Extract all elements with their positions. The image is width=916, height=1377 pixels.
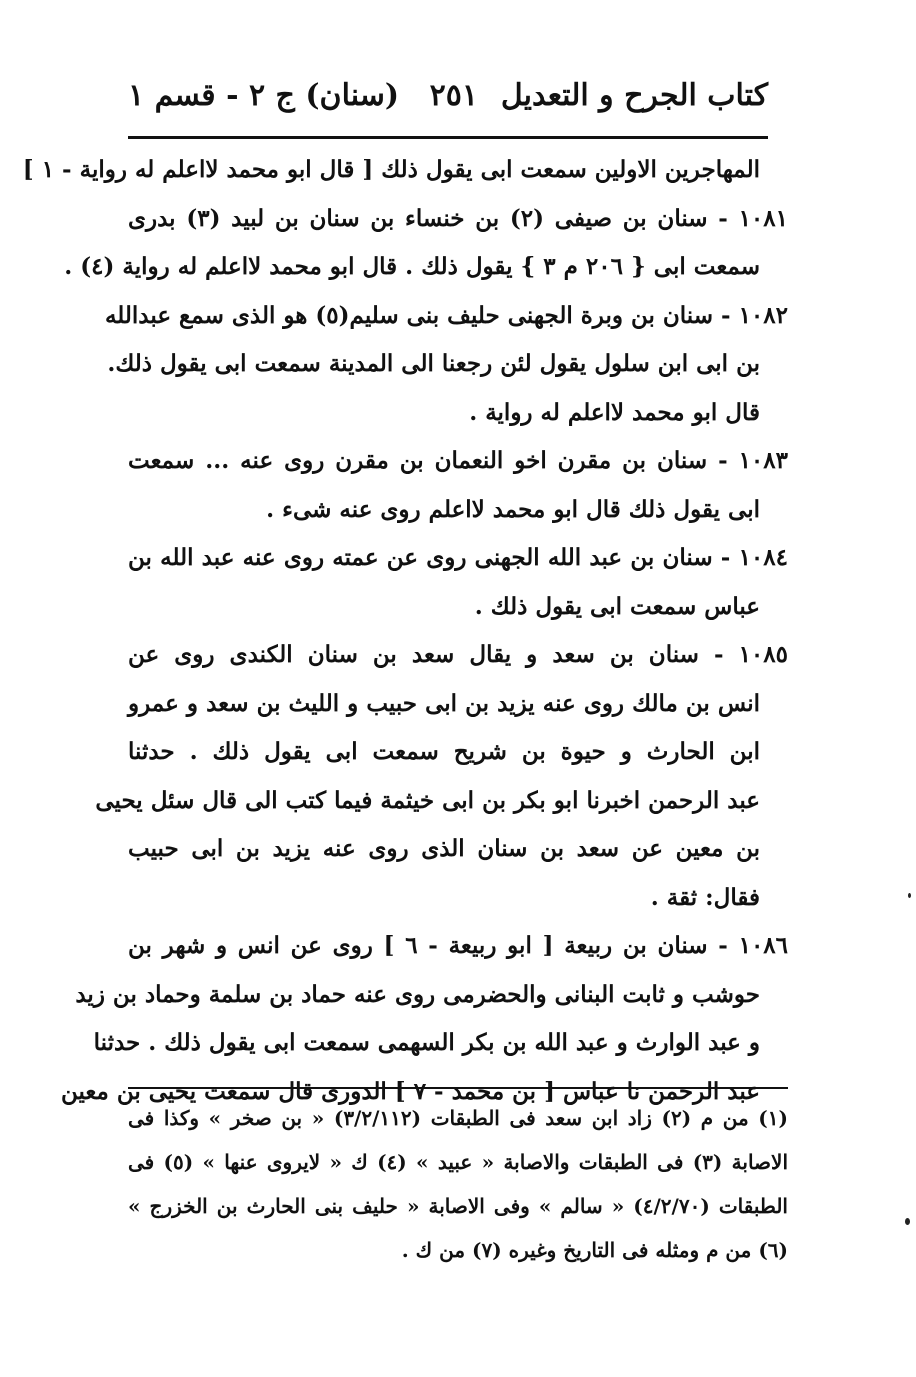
text-line: سمعت ابى { ٢٠٦ م ٣ } يقول ذلك . قال ابو محمد لااعلم له رواية (٤) . bbox=[64, 253, 760, 280]
main-text bbox=[22, 146, 789, 1116]
footnotes bbox=[128, 1096, 788, 1272]
header-rule bbox=[128, 136, 768, 139]
text-line: انس بن مالك روى عنه يزيد بن ابى حبيب و الليث بن سعد و عمرو bbox=[128, 689, 760, 717]
text-line: المهاجرين الاولين سمعت ابى يقول ذلك [ قال ابو محمد لااعلم له رواية - ١ ] bbox=[22, 156, 760, 183]
footnote-rule bbox=[128, 1087, 788, 1089]
page-number: ٢٥١ bbox=[429, 78, 478, 113]
footnote-line: الاصابة (٣) فى الطبقات والاصابة « عبيد » (٤) ك « لايروى عنها » (٥) فى bbox=[128, 1150, 788, 1174]
entry-1082-line: ١٠٨٢ - سنان بن وبرة الجهنى حليف بنى سليم(٥) هو الذى سمع عبدالله bbox=[104, 301, 788, 329]
entry-1086-line: ١٠٨٦ - سنان بن ربيعة [ ابو ربيعة - ٦ ] روى عن انس و شهر بن bbox=[128, 932, 789, 959]
text-line: فقال: ثقة . bbox=[650, 883, 760, 911]
entry-1084-line: ١٠٨٤ - سنان بن عبد الله الجهنى روى عن عمته روى عنه عبد الله بن bbox=[128, 544, 788, 571]
text-line: بن ابى ابن سلول يقول لئن رجعنا الى المدينة سمعت ابى يقول ذلك. bbox=[107, 350, 760, 377]
text-line: عبد الرحمن اخبرنا ابو بكر بن ابى خيثمة فيما كتب الى قال سئل يحيى bbox=[95, 786, 760, 814]
text-line: و عبد الوارث و عبد الله بن بكر السهمى سمعت ابى يقول ذلك . حدثنا bbox=[93, 1029, 760, 1056]
entry-1085-line: ١٠٨٥ - سنان بن سعد و يقال سعد بن سنان الكندى روى عن bbox=[128, 641, 788, 668]
text-line: عباس سمعت ابى يقول ذلك . bbox=[474, 592, 760, 620]
text-line: حوشب و ثابت البنانى والحضرمى روى عنه حماد بن سلمة وحماد بن زيد bbox=[75, 980, 760, 1008]
page-header bbox=[128, 78, 768, 128]
entry-1083-line: ١٠٨٣ - سنان بن مقرن اخو النعمان بن مقرن روى عنه ... سمعت bbox=[128, 447, 788, 474]
text-line: قال ابو محمد لااعلم له رواية . bbox=[469, 398, 760, 426]
scan-speck bbox=[905, 1218, 910, 1225]
text-line: بن معين عن سعد بن سنان الذى روى عنه يزيد بن ابى حبيب bbox=[128, 835, 760, 862]
entry-1081-line: ١٠٨١ - سنان بن صيفى (٢) بن خنساء بن سنان بن لبيد (٣) بدرى bbox=[128, 204, 788, 232]
text-line: ابى يقول ذلك قال ابو محمد لااعلم روى عنه شىء . bbox=[266, 495, 760, 523]
footnote-line: (٦) من م ومثله فى التاريخ وغيره (٧) من ك . bbox=[401, 1238, 788, 1262]
footnote-line: الطبقات (٤/٢/٧٠) « سالم » وفى الاصابة « حليف بنى الحارث بن الخزرج » bbox=[128, 1194, 788, 1218]
text-line: ابن الحارث و حيوة بن شريح سمعت ابى يقول ذلك . حدثنا bbox=[128, 738, 760, 765]
text-line: عبد الرحمن نا عباس [ بن محمد - ٧ ] الدورى قال سمعت يحيى بن معين bbox=[60, 1077, 760, 1105]
book-title: كتاب الجرح و التعديل bbox=[500, 78, 768, 113]
scan-speck bbox=[908, 893, 911, 898]
section-reference: (سنان) ج ٢ - قسم ١ bbox=[128, 78, 400, 113]
footnote-line: (١) من م (٢) زاد ابن سعد فى الطبقات (٣/٢/١١٢) « بن صخر » وكذا فى bbox=[128, 1106, 788, 1130]
